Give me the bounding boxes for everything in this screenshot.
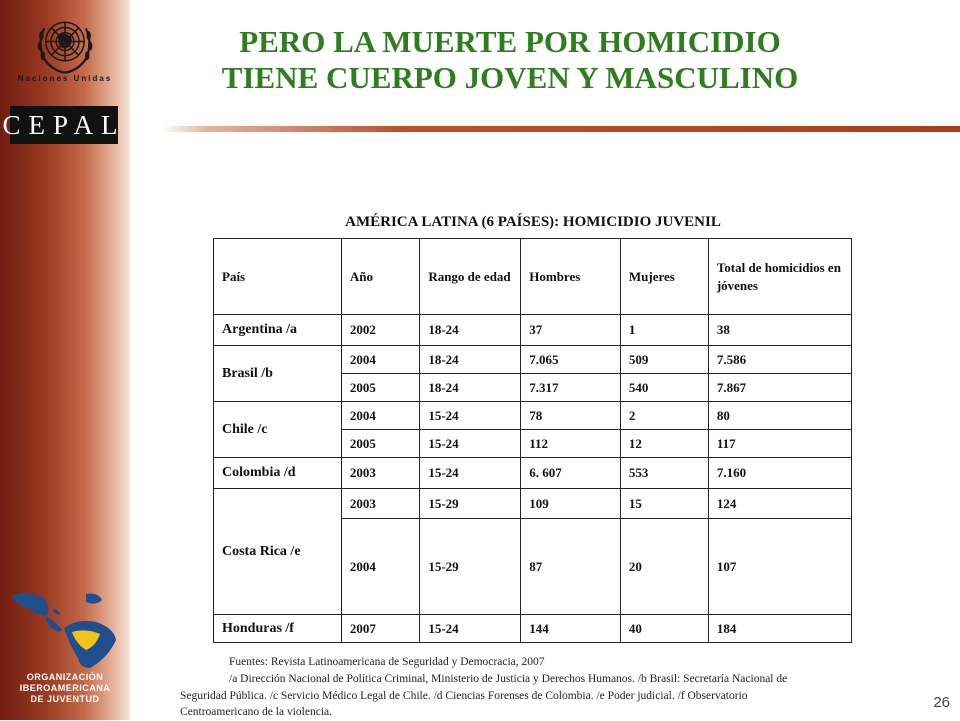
cell-men: 78 [521, 402, 621, 430]
footnote-line: /a Dirección Nacional de Política Criminal, Ministerio de Justicia y Derechos Humanos. /b Brasil: Secretaría Nacional de [229, 673, 788, 685]
cell-country: Colombia /d [214, 458, 342, 489]
cell-year: 2003 [341, 458, 419, 489]
cell-men: 6. 607 [521, 458, 621, 489]
cell-women: 509 [620, 346, 708, 374]
left-sidebar [0, 0, 130, 720]
cell-total: 117 [708, 430, 851, 458]
table-row [214, 346, 852, 374]
header-year: Año [341, 239, 419, 315]
table-title: AMÉRICA LATINA (6 PAÍSES): HOMICIDIO JUVENIL [345, 214, 721, 230]
cell-men: 144 [521, 615, 621, 643]
table-row [214, 489, 852, 519]
cell-total: 80 [708, 402, 851, 430]
cell-year: 2004 [341, 402, 419, 430]
oij-map-logo-icon [6, 588, 121, 670]
header-total: Total de homicidios en jóvenes [708, 239, 851, 315]
cell-year: 2002 [341, 315, 419, 346]
cell-year: 2004 [341, 346, 419, 374]
page-number: 26 [933, 694, 950, 711]
footnote-line: Seguridad Pública. /c Servicio Médico Legal de Chile. /d Ciencias Forenses de Colombia. /e Poder judicial. /f Observatorio [180, 690, 748, 702]
cepal-logo: CEPAL [10, 106, 118, 144]
cell-year: 2004 [341, 519, 419, 615]
cell-country: Costa Rica /e [214, 489, 342, 615]
cell-women: 40 [620, 615, 708, 643]
cell-country: Honduras /f [214, 615, 342, 643]
cell-country: Brasil /b [214, 346, 342, 402]
cell-total: 184 [708, 615, 851, 643]
header-men: Hombres [521, 239, 621, 315]
title-divider [160, 126, 960, 132]
cell-range: 15-24 [420, 458, 521, 489]
oij-label-line: DE JUVENTUD [30, 694, 100, 704]
cell-total: 107 [708, 519, 851, 615]
cell-range: 15-24 [420, 402, 521, 430]
cell-women: 20 [620, 519, 708, 615]
table-header-row [214, 239, 852, 315]
slide-title-line: TIENE CUERPO JOVEN Y MASCULINO [221, 60, 799, 95]
cell-year: 2005 [341, 430, 419, 458]
cell-total: 7.586 [708, 346, 851, 374]
homicide-table [213, 238, 852, 643]
oij-label-line: ORGANIZACIÓN [26, 672, 104, 682]
cell-men: 109 [521, 489, 621, 519]
cell-year: 2007 [341, 615, 419, 643]
cell-men: 87 [521, 519, 621, 615]
header-country: País [214, 239, 342, 315]
oij-label-line: IBEROAMERICANA [19, 683, 111, 693]
cell-men: 37 [521, 315, 621, 346]
footnote-sources: Fuentes: Revista Latinoamericana de Seguridad y Democracia, 2007 [229, 656, 545, 668]
slide-title-line: PERO LA MUERTE POR HOMICIDIO [239, 24, 781, 59]
cell-women: 553 [620, 458, 708, 489]
un-label: Naciones Unidas [17, 74, 113, 83]
cell-year: 2005 [341, 374, 419, 402]
cell-range: 15-29 [420, 489, 521, 519]
cell-men: 7.065 [521, 346, 621, 374]
table-row [214, 458, 852, 489]
cell-range: 18-24 [420, 346, 521, 374]
table-row [214, 615, 852, 643]
un-emblem-icon [28, 6, 102, 80]
cell-total: 38 [708, 315, 851, 346]
cell-women: 12 [620, 430, 708, 458]
cell-total: 7.867 [708, 374, 851, 402]
cell-women: 15 [620, 489, 708, 519]
cell-range: 18-24 [420, 374, 521, 402]
cell-men: 112 [521, 430, 621, 458]
cell-range: 15-29 [420, 519, 521, 615]
header-age-range: Rango de edad [420, 239, 521, 315]
cell-range: 15-24 [420, 430, 521, 458]
table-row [214, 402, 852, 430]
cell-total: 124 [708, 489, 851, 519]
footnote-line: Centroamericano de la violencia. [180, 706, 332, 718]
cell-year: 2003 [341, 489, 419, 519]
cell-range: 15-24 [420, 615, 521, 643]
oij-label [0, 672, 130, 705]
cell-country: Chile /c [214, 402, 342, 458]
table-row [214, 315, 852, 346]
cell-women: 2 [620, 402, 708, 430]
cell-country: Argentina /a [214, 315, 342, 346]
header-women: Mujeres [620, 239, 708, 315]
slide-title [160, 24, 860, 96]
cell-women: 540 [620, 374, 708, 402]
cell-men: 7.317 [521, 374, 621, 402]
cell-total: 7.160 [708, 458, 851, 489]
cell-women: 1 [620, 315, 708, 346]
cell-range: 18-24 [420, 315, 521, 346]
